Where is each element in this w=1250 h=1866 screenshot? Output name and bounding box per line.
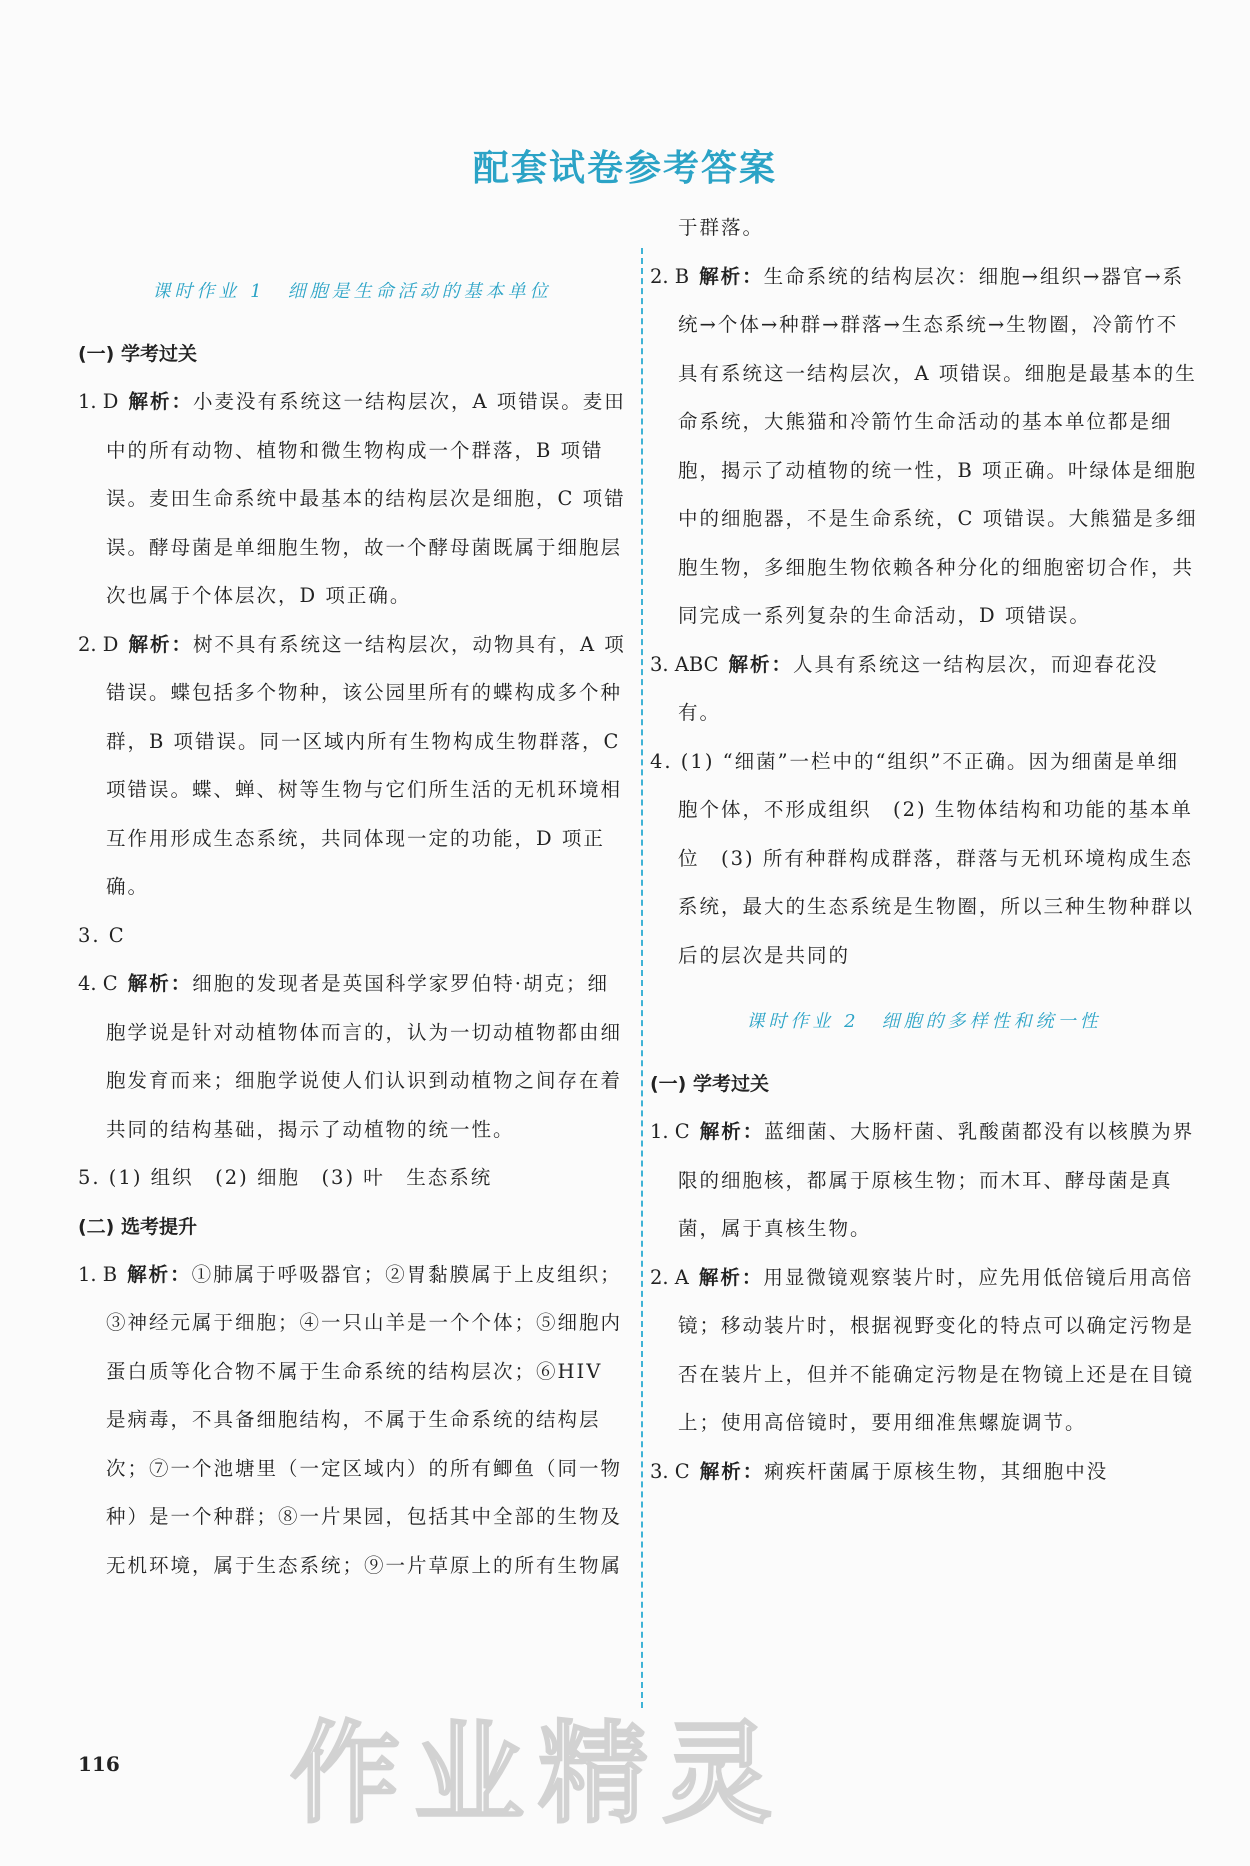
answer-item: 2. D 解析：树不具有系统这一结构层次，动物具有，A 项错误。蝶包括多个物种，该公园里所有的蝶构成多个种群，B 项错误。同一区域内所有生物构成生物群落，C 项错误。蝶、蝉、树等生物与它们所生活的无机环境相互作用形成生态系统，共同体现一定的功能，D 项正确。 xyxy=(78,632,626,898)
answer-item: 4. C 解析：细胞的发现者是英国科学家罗伯特·胡克；细胞学说是针对动植物体而言的，认为一切动植物都由细胞发育而来；细胞学说使人们认识到动植物之间存在着共同的结构基础，揭示了动植物的统一性。 xyxy=(78,972,623,1141)
answer-item: 3. C 解析：痢疾杆菌属于原核生物，其细胞中没 xyxy=(650,1459,1109,1483)
section-heading: (一) 学考过关 xyxy=(650,1073,769,1095)
answer-item: 3. C xyxy=(78,923,126,947)
page-number: 116 xyxy=(78,1752,120,1776)
answer-item: 3. ABC 解析：人具有系统这一结构层次，而迎春花没有。 xyxy=(650,652,1159,724)
answer-item: 2. B 解析：生命系统的结构层次：细胞→组织→器官→系统→个体→种群→群落→生态系统→生物圈，冷箭竹不具有系统这一结构层次，A 项错误。细胞是最基本的生命系统，大熊猫和冷箭竹生命活动的基本单位都是细胞，揭示了动植物的统一性，B 项正确。叶绿体是细胞中的细胞器，不是生命系统，C 项错误。大熊猫是多细胞生物，多细胞生物依赖各种分化的细胞密切合作，共同完成一系列复杂的生命活动，D 项错误。 xyxy=(650,264,1198,627)
answer-item: 2. A 解析：用显微镜观察装片时，应先用低倍镜后用高倍镜；移动装片时，根据视野变化的特点可以确定污物是否在装片上，但并不能确定污物是在物镜上还是在目镜上；使用高倍镜时，要用细准焦螺旋调节。 xyxy=(650,1265,1195,1434)
answer-continuation: 于群落。 xyxy=(678,216,765,239)
answer-item: 4. (1) “细菌”一栏中的“组织”不正确。因为细菌是单细胞个体，不形成组织 (2) 生物体结构和功能的基本单位 (3) 所有种群构成群落，群落与无机环境构成生态系统，最大的生态系统是生物圈，所以三种生物种群以后的层次是共同的 xyxy=(650,749,1195,967)
lesson-heading: 课时作业 1 细胞是生命活动的基本单位 xyxy=(152,281,552,302)
column-divider xyxy=(641,248,643,1708)
page-title: 配套试卷参考答案 xyxy=(472,147,777,189)
section-heading: (二) 选考提升 xyxy=(78,1215,197,1238)
lesson-heading: 课时作业 2 细胞的多样性和统一性 xyxy=(746,1011,1102,1032)
watermark: 作业精灵 xyxy=(290,1710,786,1838)
answer-item: 5. (1) 组织 (2) 细胞 (3) 叶 生态系统 xyxy=(78,1166,493,1189)
answer-item: 1. C 解析：蓝细菌、大肠杆菌、乳酸菌都没有以核膜为界限的细胞核，都属于原核生物；而木耳、酵母菌是真菌，属于真核生物。 xyxy=(650,1120,1195,1240)
left-column xyxy=(78,262,626,1590)
answer-item: 1. D 解析：小麦没有系统这一结构层次，A 项错误。麦田中的所有动物、植物和微生物构成一个群落，B 项错误。麦田生命系统中最基本的结构层次是细胞，C 项错误。酵母菌是单细胞生物，故一个酵母菌既属于细胞层次也属于个体层次，D 项正确。 xyxy=(78,390,626,607)
answer-item: 1. B 解析：①肺属于呼吸器官；②胃黏膜属于上皮组织；③神经元属于细胞；④一只山羊是一个个体；⑤细胞内蛋白质等化合物不属于生命系统的结构层次；⑥HIV 是病毒，不具备细胞结构，不属于生命系统的结构层次；⑦一个池塘里（一定区域内）的所有鲫鱼（同一物种）是一个种群；⑧一片果园，包括其中全部的生物及无机环境，属于生态系统；⑨一片草原上的所有生物属 xyxy=(78,1262,623,1577)
section-heading: (一) 学考过关 xyxy=(78,343,197,365)
right-column xyxy=(650,204,1198,1496)
